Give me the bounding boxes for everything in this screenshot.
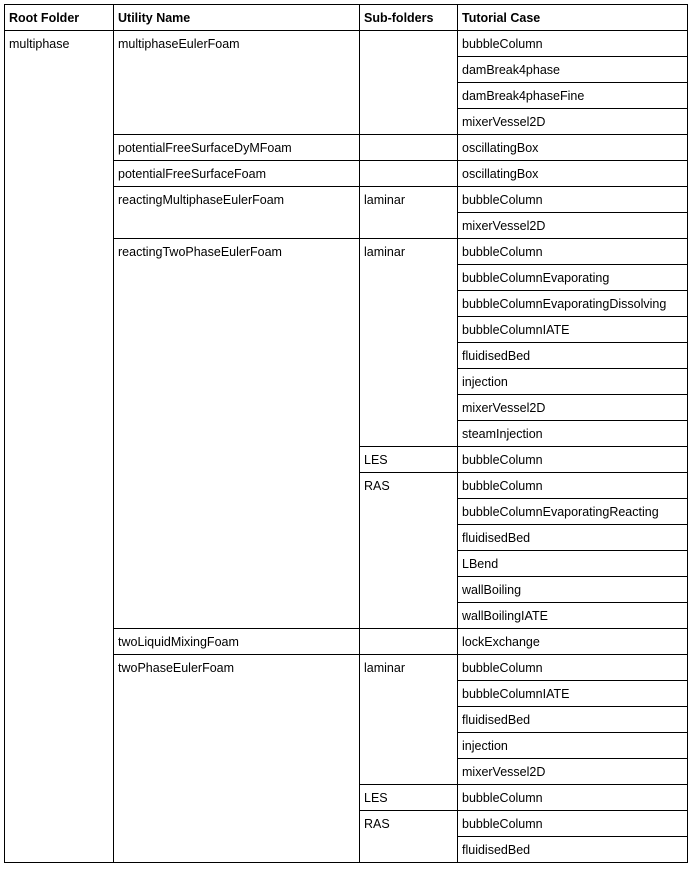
tutorial-case-cell: mixerVessel2D (458, 395, 688, 421)
tutorial-case-cell: injection (458, 369, 688, 395)
tutorial-case-cell: oscillatingBox (458, 161, 688, 187)
sub-folder-cell (360, 629, 458, 655)
sub-folder-cell (360, 31, 458, 135)
sub-folder-cell: LES (360, 785, 458, 811)
tutorial-case-cell: bubbleColumn (458, 785, 688, 811)
tutorial-case-cell: fluidisedBed (458, 707, 688, 733)
tutorial-case-cell: bubbleColumnIATE (458, 317, 688, 343)
root-folder-cell: multiphase (5, 31, 114, 863)
tutorial-case-cell: wallBoiling (458, 577, 688, 603)
header-utility-name: Utility Name (114, 5, 360, 31)
tutorial-case-cell: wallBoilingIATE (458, 603, 688, 629)
tutorial-case-cell: damBreak4phaseFine (458, 83, 688, 109)
table-body (5, 31, 688, 863)
sub-folder-cell: laminar (360, 655, 458, 785)
utility-name-cell: multiphaseEulerFoam (114, 31, 360, 135)
tutorial-case-cell: bubbleColumnEvaporatingDissolving (458, 291, 688, 317)
tutorial-case-cell: steamInjection (458, 421, 688, 447)
sub-folder-cell: RAS (360, 811, 458, 863)
tutorial-case-cell: bubbleColumn (458, 187, 688, 213)
tutorial-case-cell: bubbleColumn (458, 473, 688, 499)
tutorial-case-cell: bubbleColumnEvaporatingReacting (458, 499, 688, 525)
tutorial-case-cell: lockExchange (458, 629, 688, 655)
header-row (5, 5, 688, 31)
tutorial-case-cell: oscillatingBox (458, 135, 688, 161)
tutorial-case-cell: mixerVessel2D (458, 759, 688, 785)
utility-name-cell: potentialFreeSurfaceDyMFoam (114, 135, 360, 161)
tutorial-case-cell: bubbleColumn (458, 447, 688, 473)
sub-folder-cell (360, 161, 458, 187)
utility-name-cell: twoLiquidMixingFoam (114, 629, 360, 655)
sub-folder-cell: LES (360, 447, 458, 473)
tutorial-case-cell: bubbleColumn (458, 811, 688, 837)
tutorial-case-cell: bubbleColumnEvaporating (458, 265, 688, 291)
tutorial-case-cell: fluidisedBed (458, 525, 688, 551)
utility-name-cell: potentialFreeSurfaceFoam (114, 161, 360, 187)
tutorial-case-cell: fluidisedBed (458, 837, 688, 863)
sub-folder-cell (360, 135, 458, 161)
tutorial-case-cell: bubbleColumnIATE (458, 681, 688, 707)
utility-name-cell: reactingMultiphaseEulerFoam (114, 187, 360, 239)
header-root-folder: Root Folder (5, 5, 114, 31)
sub-folder-cell: laminar (360, 239, 458, 447)
tutorial-case-cell: injection (458, 733, 688, 759)
sub-folder-cell: laminar (360, 187, 458, 239)
tutorial-case-cell: fluidisedBed (458, 343, 688, 369)
tutorial-case-cell: mixerVessel2D (458, 109, 688, 135)
utility-name-cell: twoPhaseEulerFoam (114, 655, 360, 863)
tutorial-case-cell: bubbleColumn (458, 31, 688, 57)
tutorial-case-cell: mixerVessel2D (458, 213, 688, 239)
table-row (5, 31, 688, 57)
tutorial-case-cell: damBreak4phase (458, 57, 688, 83)
tutorial-case-cell: LBend (458, 551, 688, 577)
header-tutorial-case: Tutorial Case (458, 5, 688, 31)
tutorial-case-cell: bubbleColumn (458, 655, 688, 681)
sub-folder-cell: RAS (360, 473, 458, 629)
tutorial-table (4, 4, 688, 863)
utility-name-cell: reactingTwoPhaseEulerFoam (114, 239, 360, 629)
header-sub-folders: Sub-folders (360, 5, 458, 31)
tutorial-case-cell: bubbleColumn (458, 239, 688, 265)
